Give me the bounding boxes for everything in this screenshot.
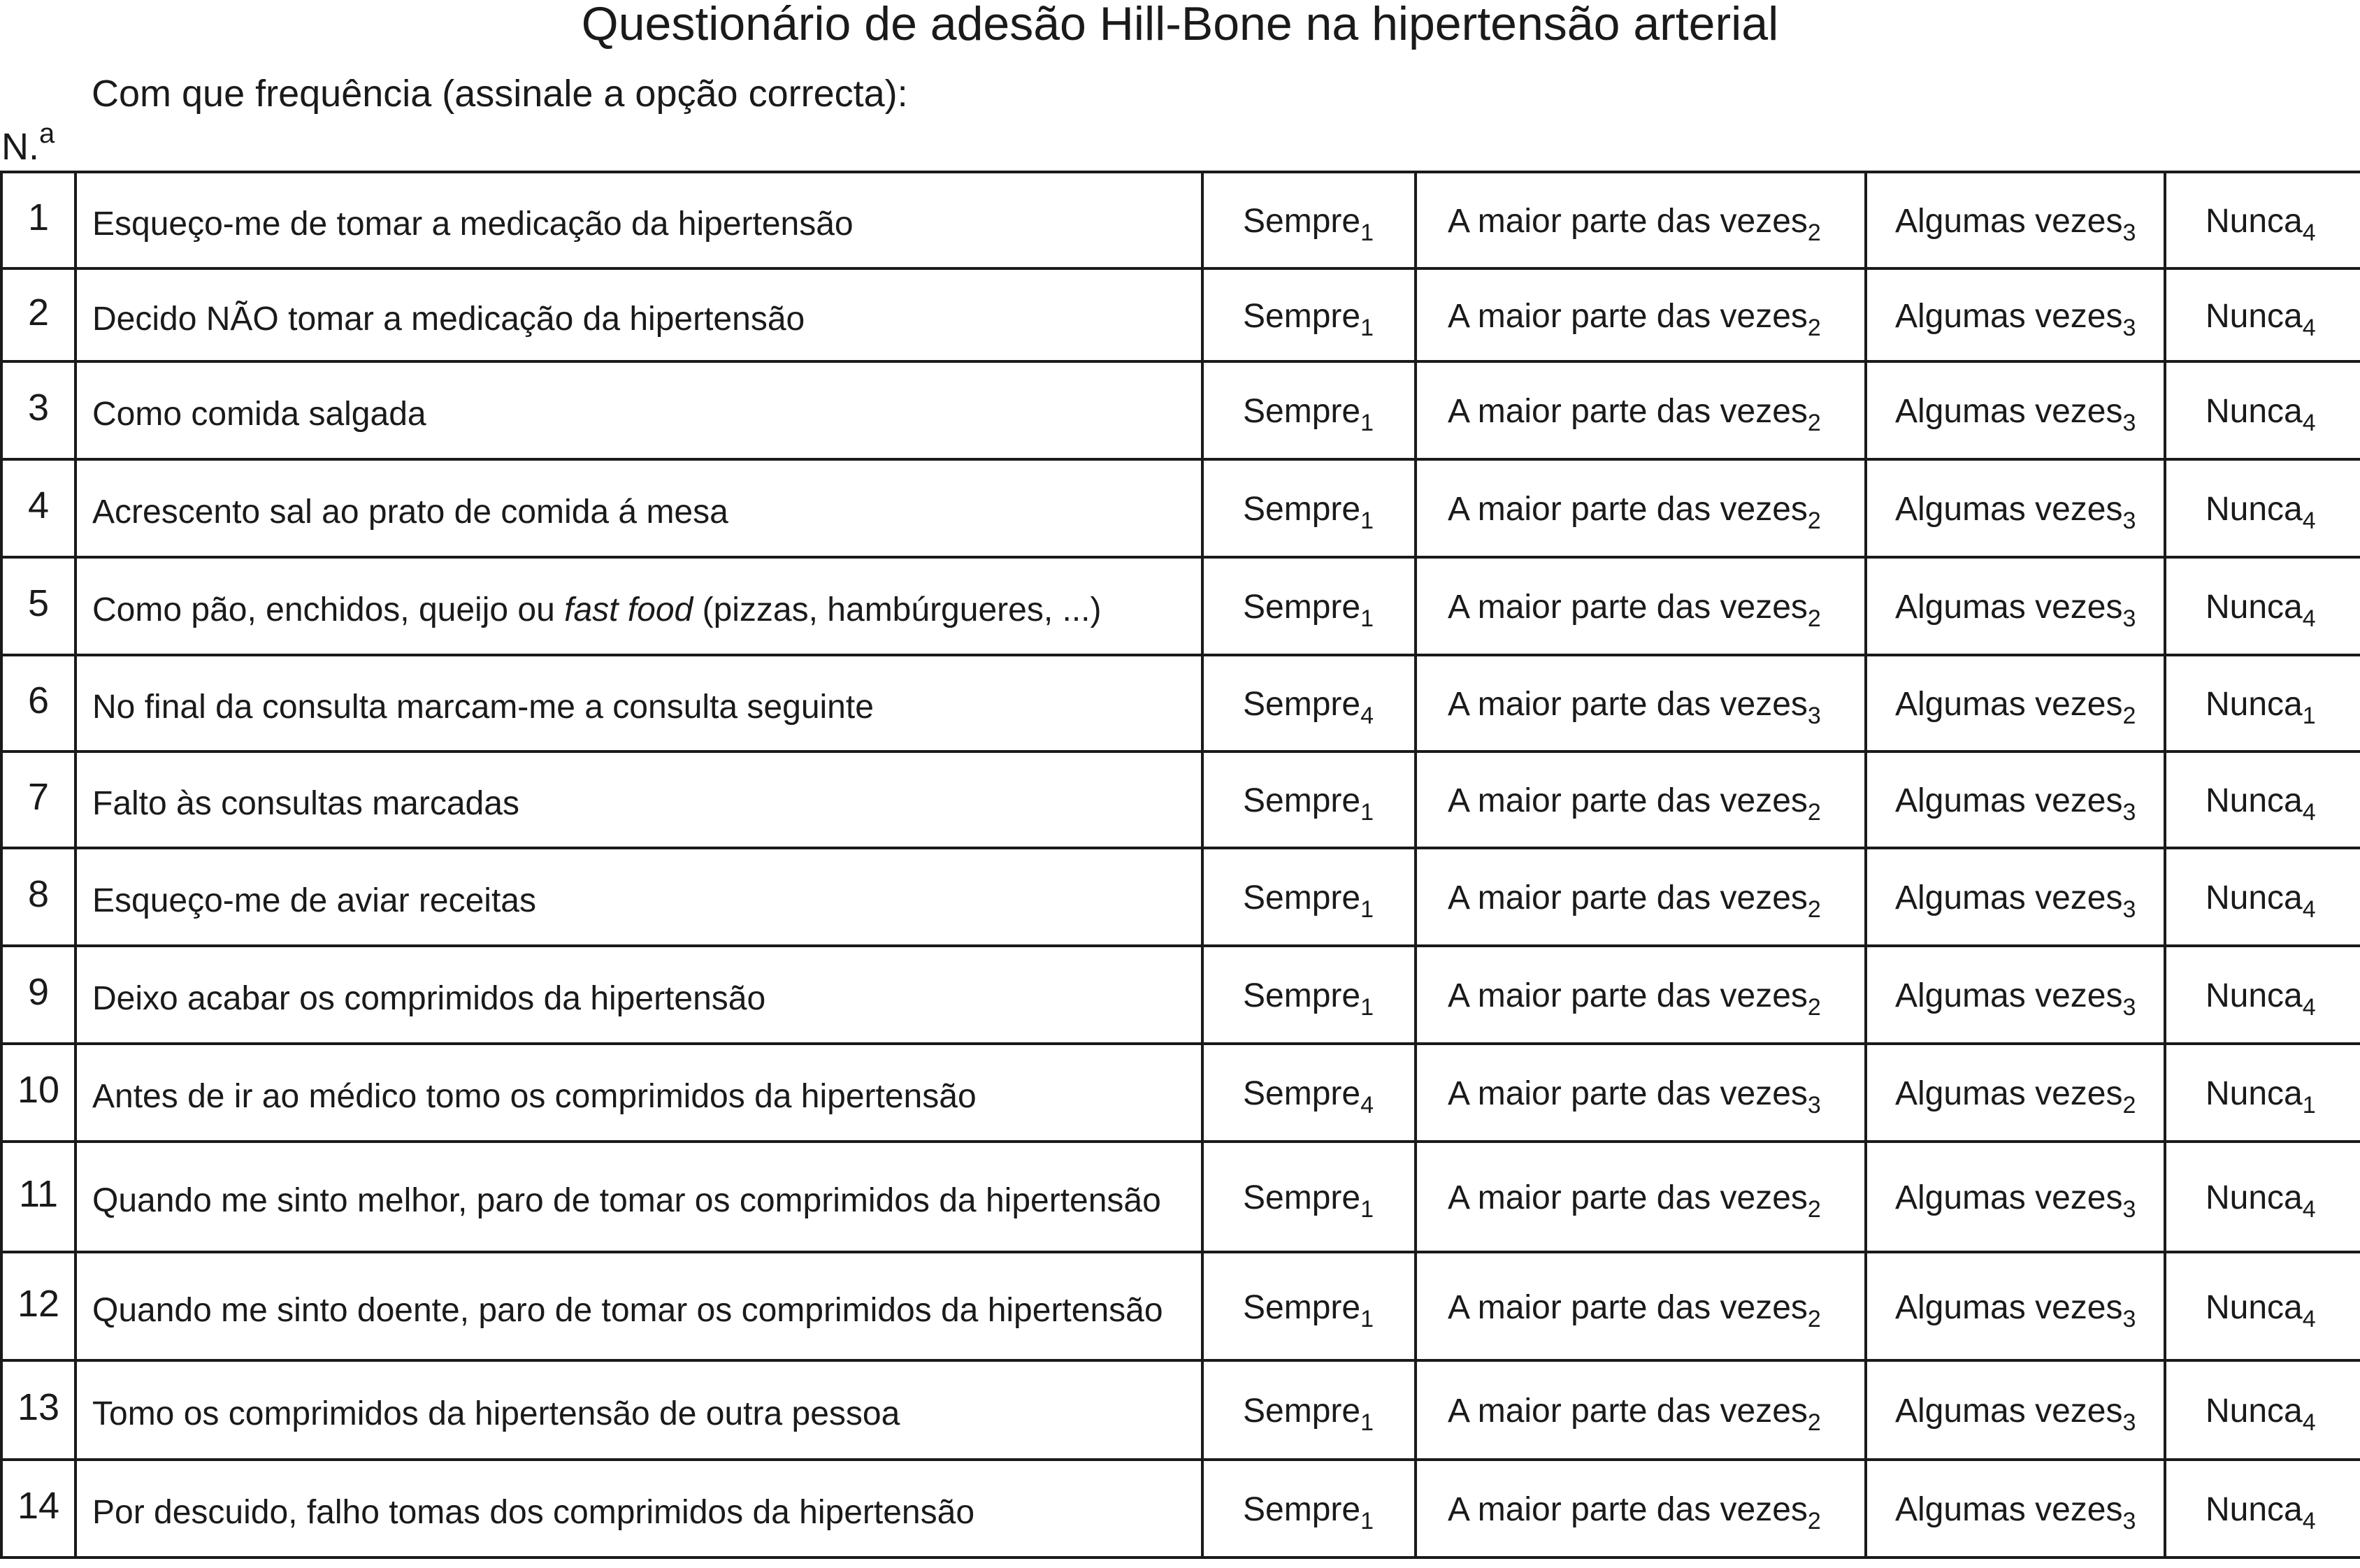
option-label: Nunca (2206, 686, 2303, 723)
page-title: Questionário de adesão Hill-Bone na hipertensão arterial (581, 0, 1779, 50)
item-statement-text (92, 204, 854, 245)
option-label: A maior parte das vezes (1448, 1179, 1808, 1216)
option-algumas-vezes[interactable] (1866, 751, 2165, 848)
item-text: Esqueço-me de aviar receitas (92, 882, 536, 919)
option-label: A maior parte das vezes (1448, 686, 1808, 723)
item-statement-text (92, 784, 519, 824)
option-nunca[interactable] (2165, 1252, 2360, 1360)
option-score: 1 (1360, 1508, 1374, 1534)
option-nunca[interactable] (2165, 172, 2360, 268)
item-text: No final da consulta marcam-me a consulta seguinte (92, 689, 874, 726)
option-score: 4 (1360, 703, 1374, 729)
item-text: Quando me sinto doente, paro de tomar os comprimidos da hipertensão (92, 1291, 1163, 1329)
option-nunca[interactable] (2165, 557, 2360, 655)
option-maior-parte[interactable] (1416, 1044, 1866, 1142)
table-row (1, 1142, 2360, 1252)
option-algumas-vezes[interactable] (1866, 268, 2165, 361)
option-nunca[interactable] (2165, 1142, 2360, 1252)
option-label: Sempre (1243, 1491, 1361, 1528)
option-score: 2 (1807, 1508, 1821, 1534)
option-sempre[interactable] (1202, 946, 1416, 1044)
option-score: 3 (2122, 1409, 2136, 1436)
item-statement (75, 848, 1202, 946)
option-score: 4 (2302, 605, 2316, 632)
option-sempre[interactable] (1202, 1460, 1416, 1558)
option-label: Nunca (2206, 1491, 2303, 1528)
option-label: Algumas vezes (1895, 686, 2123, 723)
option-score: 1 (1360, 314, 1374, 341)
option-label: Nunca (2206, 1179, 2303, 1216)
option-score: 3 (1807, 703, 1821, 729)
option-algumas-vezes[interactable] (1866, 361, 2165, 459)
option-algumas-vezes[interactable] (1866, 557, 2165, 655)
item-number: 13 (1, 1360, 75, 1460)
option-score: 3 (1807, 1092, 1821, 1119)
option-label: Nunca (2206, 297, 2303, 335)
option-score: 2 (2122, 1092, 2136, 1119)
option-score: 4 (2302, 1305, 2316, 1332)
item-statement (75, 361, 1202, 459)
option-maior-parte[interactable] (1416, 1252, 1866, 1360)
option-maior-parte[interactable] (1416, 946, 1866, 1044)
option-algumas-vezes[interactable] (1866, 946, 2165, 1044)
option-score: 2 (1807, 1196, 1821, 1223)
number-header-base: N. (1, 126, 39, 168)
option-algumas-vezes[interactable] (1866, 1360, 2165, 1460)
option-sempre[interactable] (1202, 1360, 1416, 1460)
option-score: 3 (2122, 508, 2136, 534)
number-header-superscript: a (39, 118, 55, 149)
item-statement (75, 946, 1202, 1044)
item-statement (75, 459, 1202, 557)
item-number: 1 (1, 172, 75, 268)
option-label: Sempre (1243, 203, 1361, 240)
item-statement (75, 268, 1202, 361)
table-row (1, 1360, 2360, 1460)
option-sempre[interactable] (1202, 361, 1416, 459)
option-sempre[interactable] (1202, 1142, 1416, 1252)
option-maior-parte[interactable] (1416, 557, 1866, 655)
option-score: 3 (2122, 1305, 2136, 1332)
item-statement (75, 1460, 1202, 1558)
option-maior-parte[interactable] (1416, 1142, 1866, 1252)
option-label: A maior parte das vezes (1448, 1393, 1808, 1430)
table-row (1, 1044, 2360, 1142)
option-sempre[interactable] (1202, 848, 1416, 946)
item-number: 7 (1, 751, 75, 848)
option-label: Sempre (1243, 1179, 1361, 1216)
option-label: Sempre (1243, 589, 1361, 626)
option-nunca[interactable] (2165, 1044, 2360, 1142)
table-row (1, 1460, 2360, 1558)
option-nunca[interactable] (2165, 946, 2360, 1044)
option-label: Algumas vezes (1895, 1075, 2123, 1112)
option-score: 2 (1807, 1305, 1821, 1332)
option-score: 3 (2122, 314, 2136, 341)
option-score: 3 (2122, 220, 2136, 246)
option-score: 1 (1360, 1305, 1374, 1332)
option-maior-parte[interactable] (1416, 268, 1866, 361)
item-statement (75, 1142, 1202, 1252)
table-row (1, 268, 2360, 361)
option-label: Sempre (1243, 782, 1361, 819)
option-algumas-vezes[interactable] (1866, 459, 2165, 557)
item-statement (75, 1044, 1202, 1142)
option-nunca[interactable] (2165, 848, 2360, 946)
item-statement-text (92, 1290, 1163, 1331)
option-nunca[interactable] (2165, 655, 2360, 751)
item-number: 2 (1, 268, 75, 361)
option-score: 2 (1807, 605, 1821, 632)
option-score: 3 (2122, 1196, 2136, 1223)
item-text-emphasis: fast food (564, 591, 693, 628)
option-label: Algumas vezes (1895, 393, 2123, 430)
option-label: Algumas vezes (1895, 1179, 2123, 1216)
option-score: 4 (2302, 1409, 2316, 1436)
item-statement-text (92, 1493, 974, 1533)
option-label: Nunca (2206, 393, 2303, 430)
option-label: Sempre (1243, 977, 1361, 1014)
option-algumas-vezes[interactable] (1866, 1252, 2165, 1360)
option-score: 2 (1807, 220, 1821, 246)
item-statement (75, 1252, 1202, 1360)
option-label: A maior parte das vezes (1448, 1288, 1808, 1326)
option-label: Sempre (1243, 1075, 1361, 1112)
option-algumas-vezes[interactable] (1866, 1142, 2165, 1252)
option-score: 1 (1360, 896, 1374, 923)
item-statement-text (92, 979, 765, 1019)
option-score: 2 (1807, 896, 1821, 923)
option-sempre[interactable] (1202, 1252, 1416, 1360)
item-statement-text (92, 687, 874, 728)
option-score: 4 (2302, 994, 2316, 1021)
item-statement (75, 172, 1202, 268)
option-maior-parte[interactable] (1416, 848, 1866, 946)
option-score: 1 (1360, 799, 1374, 826)
item-statement-text (92, 1181, 1161, 1221)
option-label: Algumas vezes (1895, 589, 2123, 626)
option-score: 1 (1360, 1196, 1374, 1223)
option-score: 3 (2122, 1508, 2136, 1534)
item-statement-text (92, 394, 426, 435)
item-text: Tomo os comprimidos da hipertensão de outra pessoa (92, 1395, 900, 1432)
item-number: 12 (1, 1252, 75, 1360)
option-label: Nunca (2206, 977, 2303, 1014)
item-text-continued: (pizzas, hambúrgueres, ...) (693, 591, 1102, 628)
table-row (1, 459, 2360, 557)
option-maior-parte[interactable] (1416, 172, 1866, 268)
option-score: 4 (2302, 314, 2316, 341)
option-algumas-vezes[interactable] (1866, 655, 2165, 751)
option-label: Algumas vezes (1895, 1491, 2123, 1528)
table-row (1, 557, 2360, 655)
option-label: Algumas vezes (1895, 977, 2123, 1014)
option-maior-parte[interactable] (1416, 655, 1866, 751)
option-score: 1 (1360, 220, 1374, 246)
option-label: Nunca (2206, 1288, 2303, 1326)
option-label: Sempre (1243, 297, 1361, 335)
option-sempre[interactable] (1202, 751, 1416, 848)
option-label: Nunca (2206, 1393, 2303, 1430)
option-score: 4 (2302, 410, 2316, 436)
item-statement (75, 557, 1202, 655)
option-nunca[interactable] (2165, 1460, 2360, 1558)
option-score: 3 (2122, 994, 2136, 1021)
questionnaire-body (1, 172, 2360, 1558)
table-row (1, 172, 2360, 268)
item-text: Falto às consultas marcadas (92, 785, 519, 822)
option-maior-parte[interactable] (1416, 1460, 1866, 1558)
option-score: 2 (1807, 799, 1821, 826)
option-score: 1 (1360, 994, 1374, 1021)
option-label: Nunca (2206, 1075, 2303, 1112)
option-label: A maior parte das vezes (1448, 297, 1808, 335)
option-algumas-vezes[interactable] (1866, 848, 2165, 946)
option-label: Algumas vezes (1895, 491, 2123, 528)
option-label: Sempre (1243, 1393, 1361, 1430)
option-score: 3 (2122, 410, 2136, 436)
option-sempre[interactable] (1202, 557, 1416, 655)
item-text: Quando me sinto melhor, paro de tomar os comprimidos da hipertensão (92, 1182, 1161, 1219)
item-number: 9 (1, 946, 75, 1044)
option-score: 1 (1360, 508, 1374, 534)
option-label: A maior parte das vezes (1448, 203, 1808, 240)
item-text: Decido NÃO tomar a medicação da hipertensão (92, 300, 805, 338)
option-label: Algumas vezes (1895, 1288, 2123, 1326)
item-number: 11 (1, 1142, 75, 1252)
option-sempre[interactable] (1202, 655, 1416, 751)
item-statement-text (92, 492, 728, 533)
item-text: Deixo acabar os comprimidos da hipertensão (92, 980, 766, 1017)
item-number: 4 (1, 459, 75, 557)
option-algumas-vezes[interactable] (1866, 1460, 2165, 1558)
option-maior-parte[interactable] (1416, 459, 1866, 557)
option-label: A maior parte das vezes (1448, 589, 1808, 626)
option-maior-parte[interactable] (1416, 361, 1866, 459)
option-label: Nunca (2206, 589, 2303, 626)
option-score: 1 (1360, 605, 1374, 632)
option-label: Sempre (1243, 686, 1361, 723)
questionnaire-table (0, 171, 2360, 1559)
item-statement-text (92, 881, 536, 921)
number-column-header (1, 118, 55, 168)
option-algumas-vezes[interactable] (1866, 1044, 2165, 1142)
option-score: 2 (1807, 994, 1821, 1021)
item-text: Como comida salgada (92, 396, 426, 433)
option-label: A maior parte das vezes (1448, 393, 1808, 430)
item-number: 8 (1, 848, 75, 946)
item-number: 14 (1, 1460, 75, 1558)
option-sempre[interactable] (1202, 1044, 1416, 1142)
option-nunca[interactable] (2165, 751, 2360, 848)
option-label: A maior parte das vezes (1448, 1075, 1808, 1112)
option-label: Algumas vezes (1895, 297, 2123, 335)
item-number: 3 (1, 361, 75, 459)
option-label: Nunca (2206, 203, 2303, 240)
option-score: 2 (1807, 1409, 1821, 1436)
option-label: Nunca (2206, 879, 2303, 916)
option-label: Algumas vezes (1895, 1393, 2123, 1430)
table-row (1, 751, 2360, 848)
item-text: Esqueço-me de tomar a medicação da hipertensão (92, 206, 854, 243)
option-score: 1 (2302, 703, 2316, 729)
item-text: Por descuido, falho tomas dos comprimidos da hipertensão (92, 1494, 975, 1531)
option-label: A maior parte das vezes (1448, 782, 1808, 819)
option-score: 3 (2122, 896, 2136, 923)
option-score: 2 (1807, 314, 1821, 341)
option-score: 1 (1360, 410, 1374, 436)
table-row (1, 1252, 2360, 1360)
option-score: 1 (1360, 1409, 1374, 1436)
option-nunca[interactable] (2165, 1360, 2360, 1460)
option-label: Sempre (1243, 879, 1361, 916)
item-text: Acrescento sal ao prato de comida á mesa (92, 494, 728, 531)
item-text: Como pão, enchidos, queijo ou (92, 591, 565, 628)
option-label: A maior parte das vezes (1448, 491, 1808, 528)
option-sempre[interactable] (1202, 172, 1416, 268)
option-label: Algumas vezes (1895, 879, 2123, 916)
table-row (1, 946, 2360, 1044)
table-row (1, 361, 2360, 459)
option-nunca[interactable] (2165, 361, 2360, 459)
option-score: 3 (2122, 605, 2136, 632)
option-score: 4 (2302, 1508, 2316, 1534)
instructions: Com que frequência (assinale a opção correcta): (92, 73, 908, 115)
option-sempre[interactable] (1202, 268, 1416, 361)
option-label: A maior parte das vezes (1448, 1491, 1808, 1528)
option-score: 4 (2302, 799, 2316, 826)
option-maior-parte[interactable] (1416, 1360, 1866, 1460)
option-score: 2 (1807, 508, 1821, 534)
option-score: 3 (2122, 799, 2136, 826)
option-score: 4 (2302, 896, 2316, 923)
option-score: 4 (2302, 220, 2316, 246)
table-row (1, 655, 2360, 751)
option-score: 1 (2302, 1092, 2316, 1119)
option-score: 4 (2302, 1196, 2316, 1223)
option-label: Algumas vezes (1895, 782, 2123, 819)
option-label: Sempre (1243, 491, 1361, 528)
item-statement-text (92, 299, 805, 340)
option-nunca[interactable] (2165, 268, 2360, 361)
option-score: 2 (1807, 410, 1821, 436)
item-statement-text (92, 1394, 900, 1434)
option-sempre[interactable] (1202, 459, 1416, 557)
item-statement (75, 655, 1202, 751)
option-score: 4 (2302, 508, 2316, 534)
item-statement (75, 751, 1202, 848)
item-number: 10 (1, 1044, 75, 1142)
item-number: 5 (1, 557, 75, 655)
item-number: 6 (1, 655, 75, 751)
option-label: Sempre (1243, 1288, 1361, 1326)
option-label: A maior parte das vezes (1448, 879, 1808, 916)
item-text: Antes de ir ao médico tomo os comprimidos da hipertensão (92, 1078, 977, 1115)
item-statement-text (92, 590, 1101, 631)
option-label: Sempre (1243, 393, 1361, 430)
option-maior-parte[interactable] (1416, 751, 1866, 848)
option-label: Algumas vezes (1895, 203, 2123, 240)
item-statement (75, 1360, 1202, 1460)
item-statement-text (92, 1077, 977, 1117)
option-score: 2 (2122, 703, 2136, 729)
option-label: A maior parte das vezes (1448, 977, 1808, 1014)
table-row (1, 848, 2360, 946)
option-label: Nunca (2206, 491, 2303, 528)
option-label: Nunca (2206, 782, 2303, 819)
option-score: 4 (1360, 1092, 1374, 1119)
option-algumas-vezes[interactable] (1866, 172, 2165, 268)
option-nunca[interactable] (2165, 459, 2360, 557)
